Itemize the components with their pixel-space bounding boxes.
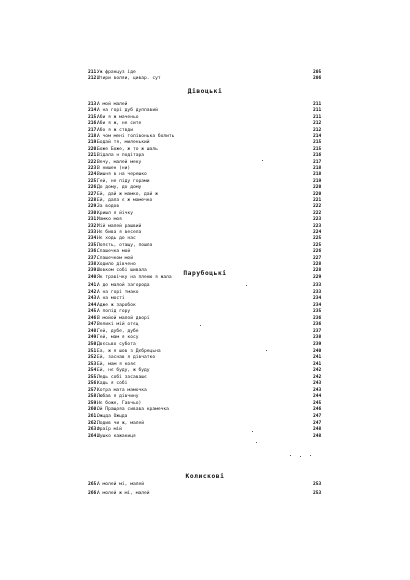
entry-page-number: 239 bbox=[313, 341, 322, 347]
entry-title: Ей, мам я кояє bbox=[97, 361, 136, 367]
entry-number: 250. bbox=[88, 341, 100, 347]
entry-number: 251. bbox=[88, 348, 100, 354]
entry-number: 249. bbox=[88, 335, 100, 341]
scan-speck bbox=[266, 350, 267, 351]
entry-number: 242. bbox=[88, 289, 100, 295]
entry-number: 218. bbox=[88, 134, 100, 139]
toc-entry bbox=[0, 394, 410, 400]
entry-page-number: 242 bbox=[313, 368, 322, 374]
toc-entry bbox=[0, 160, 410, 166]
entry-title: Ой Пращояа сивава крамечка bbox=[97, 407, 169, 413]
entry-number: 237. bbox=[88, 255, 100, 261]
entry-page-number: 243 bbox=[313, 387, 322, 393]
entry-page-number: 222 bbox=[313, 210, 322, 216]
entry-title: Ей, дала є ж мамечко bbox=[97, 198, 153, 203]
entry-title: Ходило дівчено bbox=[97, 262, 136, 267]
entry-number: 230. bbox=[88, 210, 100, 216]
toc-entry bbox=[0, 128, 410, 134]
entry-page-number: 224 bbox=[313, 230, 322, 235]
entry-title: Ледь собі засавашє bbox=[97, 374, 147, 380]
entry-title: А на горі дуб дуплавий bbox=[97, 108, 158, 114]
entry-title: Боже Боже, ж то ж шаль bbox=[97, 146, 158, 152]
entry-number: 225. bbox=[88, 178, 100, 184]
toc-entry bbox=[0, 153, 410, 159]
entry-title: Ей, дай ж мамко, дай ж bbox=[97, 191, 158, 197]
entry-title: В мойой малой дворі bbox=[97, 315, 150, 321]
entry-page-number: 211 bbox=[313, 102, 322, 107]
entry-page-number: 241 bbox=[313, 361, 322, 367]
entry-number: 236. bbox=[88, 249, 100, 255]
entry-page-number: 226 bbox=[313, 249, 322, 255]
entry-title: Фраїр мій bbox=[97, 427, 122, 433]
entry-page-number: 228 bbox=[313, 262, 322, 267]
entry-page-number: 244 bbox=[313, 394, 322, 400]
toc-entry bbox=[0, 322, 410, 328]
toc-entry bbox=[0, 355, 410, 361]
entry-page-number: 243 bbox=[313, 381, 322, 387]
entry-page-number: 218 bbox=[313, 172, 322, 178]
entry-page-number: 215 bbox=[313, 140, 322, 146]
entry-number: 240. bbox=[88, 274, 100, 280]
entry-title: За водов bbox=[97, 204, 120, 210]
entry-page-number: 217 bbox=[313, 159, 322, 165]
entry-title: До дому, до дому bbox=[97, 185, 142, 191]
toc-entry bbox=[0, 349, 410, 355]
toc-entry bbox=[0, 243, 410, 249]
toc-entry bbox=[0, 198, 410, 204]
entry-page-number: 205 bbox=[313, 70, 322, 75]
entry-title: Гей, не піду горами bbox=[97, 178, 150, 184]
entry-page-number: 248 bbox=[313, 433, 322, 439]
entry-number: 231. bbox=[88, 217, 100, 223]
toc-entry bbox=[0, 166, 410, 172]
entry-title: А мой малей bbox=[97, 102, 128, 107]
entry-number: 223. bbox=[88, 166, 100, 171]
scan-speck bbox=[300, 456, 301, 457]
entry-number: 255. bbox=[88, 374, 100, 380]
entry-title: Кадь я собі bbox=[97, 381, 128, 387]
entry-title: Великі мій отєц bbox=[97, 322, 139, 328]
entry-number: 264. bbox=[88, 433, 100, 439]
entry-number: 221. bbox=[88, 153, 100, 159]
entry-title: Шушко кажакиця bbox=[97, 433, 136, 439]
entry-number: 259. bbox=[88, 400, 100, 406]
scan-speck bbox=[310, 455, 311, 456]
entry-number: 213. bbox=[88, 102, 100, 107]
entry-page-number: 228 bbox=[313, 268, 322, 274]
scan-speck bbox=[200, 325, 201, 326]
toc-entry bbox=[0, 108, 410, 114]
entry-number: 257. bbox=[88, 387, 100, 393]
toc-entry bbox=[0, 102, 410, 108]
entry-title: Штири воляи, цивар. сут bbox=[97, 76, 161, 82]
entry-page-number: 229 bbox=[313, 274, 322, 280]
entry-page-number: 234 bbox=[313, 302, 322, 308]
toc-entry bbox=[0, 192, 410, 198]
entry-number: 234. bbox=[88, 236, 100, 242]
entry-number: 229. bbox=[88, 204, 100, 210]
toc-entry bbox=[0, 290, 410, 296]
entry-page-number: 233 bbox=[313, 283, 322, 288]
entry-title: Нє бива я весела bbox=[97, 230, 142, 235]
entry-number: 216. bbox=[88, 121, 100, 127]
toc-entry bbox=[0, 316, 410, 322]
entry-number: 227. bbox=[88, 191, 100, 197]
toc-entry bbox=[0, 388, 410, 394]
entry-title: Відала н подітара bbox=[97, 153, 145, 159]
toc-entry bbox=[0, 491, 410, 497]
scan-speck bbox=[256, 442, 257, 443]
toc-entry bbox=[0, 482, 410, 488]
entry-title: Уж француз іде bbox=[97, 70, 136, 75]
entry-title: Любав я дівчину bbox=[97, 394, 139, 400]
entry-number: 239. bbox=[88, 268, 100, 274]
toc-entry bbox=[0, 375, 410, 381]
toc-entry bbox=[0, 134, 410, 140]
toc-entry bbox=[0, 217, 410, 223]
entry-title: Ей, нє буду, ж буду bbox=[97, 368, 150, 374]
entry-title: А попід гору bbox=[97, 309, 131, 315]
entry-number: 232. bbox=[88, 223, 100, 229]
entry-number: 215. bbox=[88, 114, 100, 120]
entry-page-number: 235 bbox=[313, 309, 322, 315]
entry-page-number: 240 bbox=[313, 348, 322, 354]
entry-page-number: 211 bbox=[313, 114, 322, 120]
entry-number: 233. bbox=[88, 230, 100, 235]
entry-title: Нє ходь до нас bbox=[97, 236, 136, 242]
entry-number: 220. bbox=[88, 146, 100, 152]
entry-page-number: 236 bbox=[313, 315, 322, 321]
entry-number: 266. bbox=[88, 490, 100, 496]
entry-page-number: 245 bbox=[313, 400, 322, 406]
toc-entry bbox=[0, 172, 410, 178]
entry-page-number: 238 bbox=[313, 335, 322, 341]
entry-title: Бодай тя, миленький bbox=[97, 140, 150, 146]
entry-number: 265. bbox=[88, 482, 100, 487]
entry-page-number: 215 bbox=[313, 146, 322, 152]
toc-entry bbox=[0, 303, 410, 309]
entry-page-number: 220 bbox=[313, 185, 322, 191]
entry-title: А до малой загорода bbox=[97, 283, 150, 288]
toc-entry bbox=[0, 147, 410, 153]
entry-page-number: 218 bbox=[313, 166, 322, 171]
entry-number: 252. bbox=[88, 355, 100, 361]
toc-entry bbox=[0, 342, 410, 348]
entry-page-number: 247 bbox=[313, 420, 322, 426]
section-heading: Дівоцькі bbox=[187, 88, 223, 95]
entry-page-number: 225 bbox=[313, 242, 322, 248]
entry-page-number: 220 bbox=[313, 191, 322, 197]
entry-title: А чом мені голівонька болить bbox=[97, 134, 175, 139]
entry-title: Спашечком мой bbox=[97, 255, 133, 261]
scan-speck bbox=[252, 431, 253, 432]
entry-number: 260. bbox=[88, 407, 100, 413]
entry-number: 246. bbox=[88, 315, 100, 321]
entry-title: Як травічку на плекю я жала bbox=[97, 274, 172, 280]
entry-page-number: 233 bbox=[313, 289, 322, 295]
entry-page-number: 219 bbox=[313, 178, 322, 184]
entry-page-number: 221 bbox=[313, 198, 322, 203]
entry-number: 211. bbox=[88, 70, 100, 75]
entry-number: 245. bbox=[88, 309, 100, 315]
toc-entry bbox=[0, 185, 410, 191]
toc-entry bbox=[0, 115, 410, 121]
entry-page-number: 237 bbox=[313, 328, 322, 334]
entry-page-number: 234 bbox=[313, 296, 322, 302]
toc-entry bbox=[0, 76, 410, 82]
toc-entry bbox=[0, 335, 410, 341]
entry-title: А на мості bbox=[97, 296, 125, 302]
entry-title: Аби я ж маченьо bbox=[97, 114, 139, 120]
entry-page-number: 248 bbox=[313, 427, 322, 433]
toc-entry bbox=[0, 368, 410, 374]
toc-entry bbox=[0, 414, 410, 420]
entry-title: Мамко моя bbox=[97, 217, 122, 223]
entry-title: Кришл я йічку bbox=[97, 210, 133, 216]
entry-page-number: 241 bbox=[313, 355, 322, 361]
entry-page-number: 211 bbox=[313, 108, 322, 114]
toc-entry bbox=[0, 283, 410, 289]
toc-entry bbox=[0, 262, 410, 268]
entry-page-number: 247 bbox=[313, 414, 322, 419]
entry-title: Спашечка мой bbox=[97, 249, 131, 255]
scan-speck bbox=[290, 455, 291, 456]
entry-number: 244. bbox=[88, 302, 100, 308]
entry-title: А молей ж мі, малей bbox=[97, 490, 150, 496]
section-heading: Парубоцькі bbox=[183, 270, 227, 277]
toc-entry bbox=[0, 256, 410, 262]
entry-title: Двєсьво субота bbox=[97, 341, 136, 347]
entry-page-number: 216 bbox=[313, 153, 322, 159]
entry-page-number: 236 bbox=[313, 322, 322, 328]
toc-entry bbox=[0, 421, 410, 427]
entry-number: 214. bbox=[88, 108, 100, 114]
entry-title: Мій малей рашвий bbox=[97, 223, 142, 229]
entry-title: Адже ж заробок bbox=[97, 302, 136, 308]
entry-title: Нє боже, Гавчьо) bbox=[97, 400, 142, 406]
scan-speck bbox=[262, 160, 263, 161]
toc-entry bbox=[0, 121, 410, 127]
entry-page-number: 223 bbox=[313, 223, 322, 229]
entry-title: А молей мі, малей bbox=[97, 482, 145, 487]
entry-number: 247. bbox=[88, 322, 100, 328]
entry-title: Попєть, отащу, пошла bbox=[97, 242, 153, 248]
entry-number: 263. bbox=[88, 427, 100, 433]
toc-entry bbox=[0, 179, 410, 185]
toc-entry bbox=[0, 70, 410, 76]
toc-entry bbox=[0, 296, 410, 302]
entry-page-number: 212 bbox=[313, 127, 322, 133]
entry-number: 261. bbox=[88, 414, 100, 419]
entry-page-number: 214 bbox=[313, 134, 322, 139]
entry-title: Вишня в на черешко bbox=[97, 172, 147, 178]
entry-title: А на горі тмако bbox=[97, 289, 139, 295]
entry-title: Аби я ж, не сите bbox=[97, 121, 142, 127]
entry-number: 256. bbox=[88, 381, 100, 387]
entry-page-number: 223 bbox=[313, 217, 322, 223]
toc-entry bbox=[0, 329, 410, 335]
entry-number: 254. bbox=[88, 368, 100, 374]
entry-page-number: 253 bbox=[313, 490, 322, 496]
entry-title: В нишен (ни) bbox=[97, 166, 131, 171]
entry-page-number: 246 bbox=[313, 407, 322, 413]
entry-title: Гей, дубе, дубе bbox=[97, 328, 139, 334]
entry-page-number: 212 bbox=[313, 121, 322, 127]
toc-entry bbox=[0, 309, 410, 315]
entry-number: 253. bbox=[88, 361, 100, 367]
entry-number: 212. bbox=[88, 76, 100, 82]
entry-number: 235. bbox=[88, 242, 100, 248]
scan-speck bbox=[246, 285, 247, 286]
entry-number: 224. bbox=[88, 172, 100, 178]
entry-title: Шовком собі шивала bbox=[97, 268, 147, 274]
entry-number: 241. bbox=[88, 283, 100, 288]
entry-number: 226. bbox=[88, 185, 100, 191]
entry-title: Гей, мам я косу bbox=[97, 335, 139, 341]
entry-number: 248. bbox=[88, 328, 100, 334]
toc-entry bbox=[0, 224, 410, 230]
toc-entry bbox=[0, 381, 410, 387]
entry-number: 228. bbox=[88, 198, 100, 203]
toc-entry bbox=[0, 407, 410, 413]
toc-entry bbox=[0, 211, 410, 217]
toc-entry bbox=[0, 236, 410, 242]
toc-entry bbox=[0, 434, 410, 440]
entry-number: 262. bbox=[88, 420, 100, 426]
toc-entry bbox=[0, 140, 410, 146]
toc-entry bbox=[0, 427, 410, 433]
entry-title: Еа, ж я шов з Дєбрецьна bbox=[97, 348, 161, 354]
entry-page-number: 206 bbox=[313, 76, 322, 82]
entry-number: 217. bbox=[88, 127, 100, 133]
entry-page-number: 242 bbox=[313, 374, 322, 380]
entry-title: Ей, заснав я дівчатко bbox=[97, 355, 156, 361]
entry-number: 219. bbox=[88, 140, 100, 146]
toc-entry bbox=[0, 249, 410, 255]
entry-number: 243. bbox=[88, 296, 100, 302]
entry-title: Вечу, малей меку bbox=[97, 159, 142, 165]
toc-entry bbox=[0, 362, 410, 368]
toc-entry bbox=[0, 204, 410, 210]
entry-title: Ожцда Ожцда bbox=[97, 414, 128, 419]
toc-entry bbox=[0, 230, 410, 236]
entry-title: Або я ж ствди bbox=[97, 127, 133, 133]
section-heading: Колискові bbox=[185, 473, 225, 480]
toc-entry bbox=[0, 401, 410, 407]
entry-number: 238. bbox=[88, 262, 100, 267]
entry-page-number: 225 bbox=[313, 236, 322, 242]
entry-page-number: 227 bbox=[313, 255, 322, 261]
entry-page-number: 222 bbox=[313, 204, 322, 210]
entry-number: 222. bbox=[88, 159, 100, 165]
entry-page-number: 253 bbox=[313, 482, 322, 487]
entry-title: Подив чи ж, малей bbox=[97, 420, 145, 426]
entry-title: Котра мата мамочка bbox=[97, 387, 147, 393]
entry-number: 258. bbox=[88, 394, 100, 400]
